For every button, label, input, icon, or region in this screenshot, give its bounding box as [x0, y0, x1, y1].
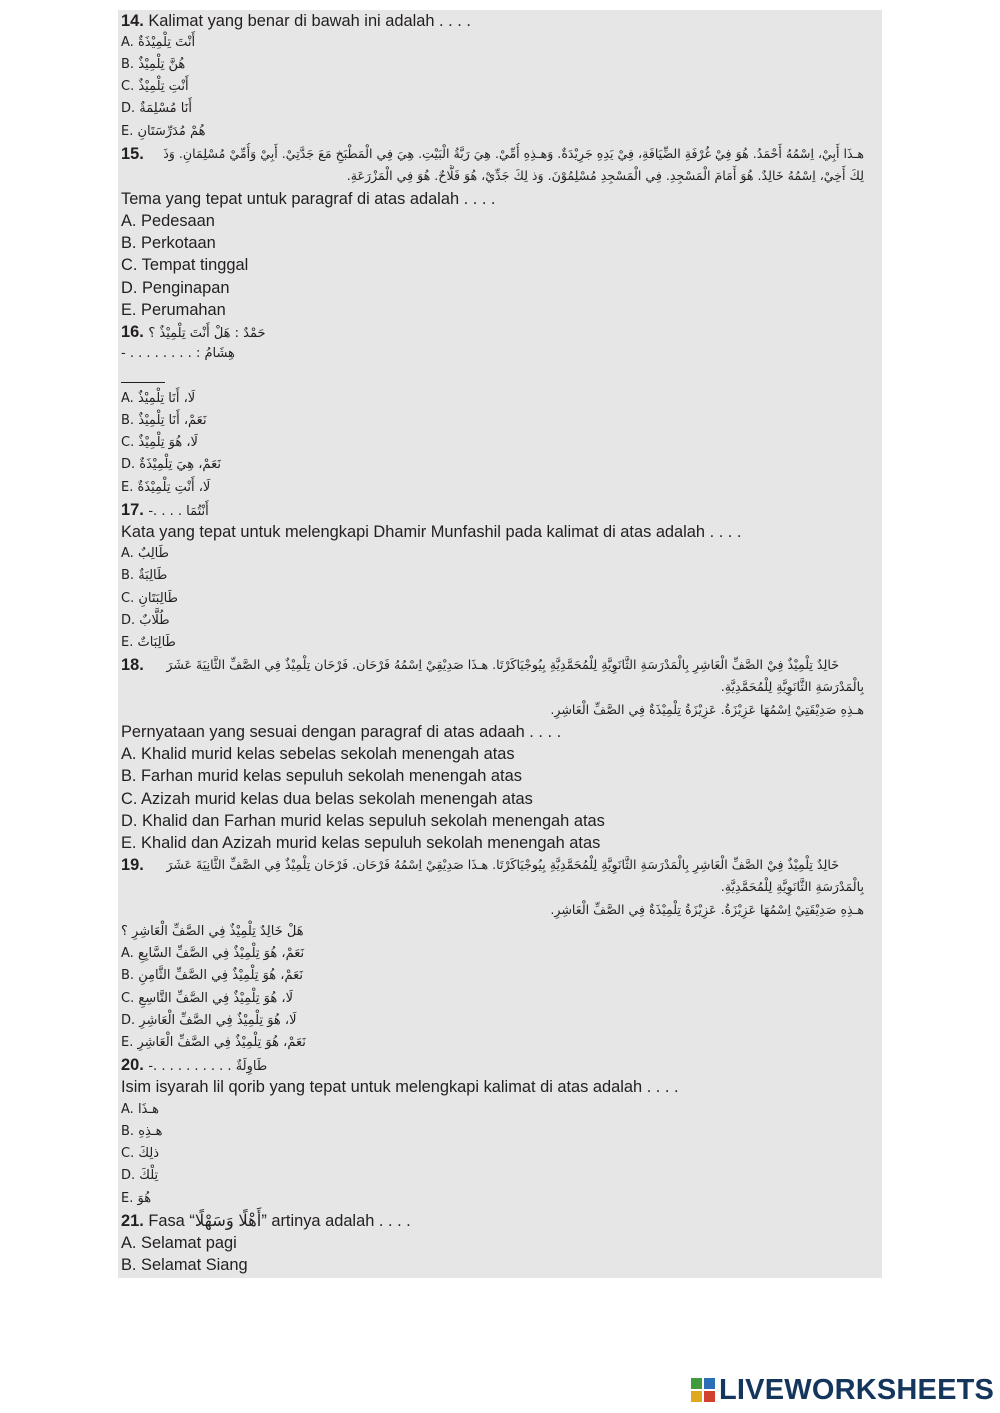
answer-blank-underline [121, 382, 165, 383]
option-d[interactable]: D. Khalid dan Farhan murid kelas sepuluh sekolah menengah atas [121, 812, 605, 830]
question-text: هَلْ خَالِدٌ تِلْمِيْذٌ فِي الصَّفِّ الْعَاشِرِ ؟ [121, 924, 304, 939]
option-e[interactable]: E. نَعَمْ، هُوَ تِلْمِيْذٌ فِي الصَّفِّ الْعَاشِرِ [121, 1035, 306, 1050]
question-19-passage-line-2: بِالْمَدْرَسَةِ الثَّانَوِيَّةِ لِلْمُحَمَّدِيَّةِ. [720, 879, 864, 894]
option-c[interactable]: C. Tempat tinggal [121, 256, 249, 274]
question-19-passage-line-1: خَالِدٌ تِلْمِيْذٌ فِيْ الصَّفِّ الْعَاشِرِ بِالْمَدْرَسَةِ الثَّانَوِيَّةِ لِلْمُحَمَّدِيَّةِ بِيُوجْيَاكَرْتَا. هـذَا صَدِيْقِيْ اِسْمُهُ فَرْحَان. فَرْحَان تِلْمِيْذٌ فِي الصَّفِّ الثَّانِيَةَ عَشَرَ [166, 857, 839, 872]
dialog-line-1: حَمْدٌ : هَلْ أَنْتَ تِلْمِيْذٌ ؟ [148, 326, 266, 341]
question-20 [121, 1054, 267, 1076]
question-stem: -. . . . أَنْتُمَا [148, 504, 209, 519]
option-a[interactable]: A. Selamat pagi [121, 1234, 237, 1252]
option-d[interactable]: D. نَعَمْ، هِيَ تِلْمِيْذَةٌ [121, 457, 221, 472]
option-d[interactable]: D. تِلْكَ [121, 1168, 159, 1183]
question-15-number [121, 143, 144, 165]
question-17 [121, 499, 209, 521]
option-b[interactable]: B. Selamat Siang [121, 1256, 248, 1274]
brand-name: LIVEWORKSHEETS [719, 1373, 995, 1406]
question-number: 18. [121, 656, 144, 674]
question-number: 15. [121, 145, 144, 163]
option-e[interactable]: E. هُوَ [121, 1191, 152, 1206]
option-e[interactable]: E. طَالِبَاتٌ [121, 635, 176, 650]
option-b[interactable]: B. نَعَمْ، هُوَ تِلْمِيْذٌ فِي الصَّفِّ الثَّامِنِ [121, 968, 304, 983]
question-19-passage-line-3: هـذِهِ صَدِيْقَتِيْ اِسْمُهَا عَزِيْزَةُ. عَزِيْزَةُ تِلْمِيْذَةٌ فِي الصَّفِّ الْعَاشِرِ. [550, 902, 864, 917]
question-19-number [121, 854, 144, 876]
option-b[interactable]: B. نَعَمْ، أَنَا تِلْمِيْذٌ [121, 413, 207, 428]
option-c[interactable]: C. Azizah murid kelas dua belas sekolah menengah atas [121, 790, 533, 808]
option-a[interactable]: A. هـذَا [121, 1102, 160, 1117]
option-b[interactable]: B. هـذِهِ [121, 1124, 163, 1139]
dialog-line-2: - . . . . . . . . : هِشَامُ [121, 346, 235, 361]
option-a[interactable]: A. Pedesaan [121, 212, 215, 230]
question-16 [121, 321, 266, 343]
option-c[interactable]: C. ذلِكَ [121, 1146, 160, 1161]
logo-square-green [691, 1378, 702, 1389]
option-b[interactable]: B. طَالِبَةٌ [121, 568, 168, 583]
logo-square-blue [704, 1378, 715, 1389]
option-e[interactable]: E. Khalid dan Azizah murid kelas sepuluh sekolah menengah atas [121, 834, 601, 852]
question-number: 21. [121, 1212, 144, 1230]
question-number: 14. [121, 12, 144, 30]
question-18-passage-line-2: بِالْمَدْرَسَةِ الثَّانَوِيَّةِ لِلْمُحَمَّدِيَّةِ. [720, 679, 864, 694]
option-d[interactable]: D. أَنَا مُسْلِمَةٌ [121, 101, 192, 116]
question-prompt: Isim isyarah lil qorib yang tepat untuk melengkapi kalimat di atas adalah . . . . [121, 1078, 679, 1096]
option-b[interactable]: B. Farhan murid kelas sepuluh sekolah menengah atas [121, 767, 522, 785]
option-a[interactable]: A. لَا، أَنَا تِلْمِيْذٌ [121, 391, 196, 406]
option-c[interactable]: C. لَا، هُوَ تِلْمِيْذٌ فِي الصَّفِّ التَّاسِعِ [121, 991, 293, 1006]
liveworksheets-logo[interactable] [691, 1373, 994, 1407]
liveworksheets-logo-icon [691, 1378, 715, 1402]
option-c[interactable]: C. لَا، هُوَ تِلْمِيْذٌ [121, 435, 198, 450]
option-b[interactable]: B. Perkotaan [121, 234, 216, 252]
question-15-passage-line-1: هـذَا أَبِيْ، اِسْمُهُ أَحْمَدُ. هُوَ فِيْ غُرْفَةِ الضِّيَافَةِ، فِيْ يَدِهِ جَرِيْدَةٌ. وَهـذِهِ أُمِّيْ. هِيَ رَبَّةُ الْبَيْتِ. هِيَ فِي الْمَطْبَخِ مَعَ جَدَّتِيْ. أَبِيْ وَأُمِّيْ مُسْلِمَانِ. وَذَ [163, 146, 864, 161]
option-a[interactable]: A. نَعَمْ، هُوَ تِلْمِيْذٌ فِي الصَّفِّ السَّابِعِ [121, 946, 305, 961]
worksheet-page [118, 10, 882, 1278]
logo-square-yellow [691, 1391, 702, 1402]
option-c[interactable]: C. طَالِبَتَانِ [121, 591, 178, 606]
question-18-number [121, 654, 144, 676]
question-15-passage-line-2: لِكَ أَخِيْ، اِسْمُهُ خَالِدٌ. هُوَ أَمَامَ الْمَسْجِدِ. فِي الْمَسْجِدِ مُسْلِمُوْنَ. وَذ لِكَ جَدِّيْ، هُوَ فَلَّاحٌ. هُوَ فِي الْمَزْرَعَةِ. [346, 168, 864, 183]
option-e[interactable]: E. لَا، أَنْتِ تِلْمِيْذَةٌ [121, 480, 211, 495]
option-e[interactable]: E. هُمْ مُدَرِّسَتَانِ [121, 124, 206, 139]
question-18-passage-line-1: خَالِدٌ تِلْمِيْذٌ فِيْ الصَّفِّ الْعَاشِرِ بِالْمَدْرَسَةِ الثَّانَوِيَّةِ لِلْمُحَمَّدِيَّةِ بِيُوجْيَاكَرْتَا. هـذَا صَدِيْقِيْ اِسْمُهُ فَرْحَان. فَرْحَان تِلْمِيْذٌ فِي الصَّفِّ الثَّانِيَةَ عَشَرَ [166, 657, 839, 672]
option-e[interactable]: E. Perumahan [121, 301, 226, 319]
question-prompt: Fasa “أَهْلًا وَسَهْلًا” artinya adalah . . . . [148, 1212, 411, 1230]
question-number: 16. [121, 323, 144, 341]
logo-square-red [704, 1391, 715, 1402]
question-number: 20. [121, 1056, 144, 1074]
question-prompt: Kalimat yang benar di bawah ini adalah . . . . [148, 12, 471, 30]
option-d[interactable]: D. Penginapan [121, 279, 230, 297]
question-number: 17. [121, 501, 144, 519]
option-d[interactable]: D. طُلَّابٌ [121, 613, 170, 628]
option-a[interactable]: A. Khalid murid kelas sebelas sekolah menengah atas [121, 745, 515, 763]
question-prompt: Pernyataan yang sesuai dengan paragraf di atas adaah . . . . [121, 723, 562, 741]
option-a[interactable]: A. أَنْتَ تِلْمِيْذَةٌ [121, 35, 196, 50]
question-18-passage-line-3: هـذِهِ صَدِيْقَتِيْ اِسْمُهَا عَزِيْزَةُ. عَزِيْزَةُ تِلْمِيْذَةٌ فِي الصَّفِّ الْعَاشِرِ. [550, 702, 864, 717]
question-prompt: Kata yang tepat untuk melengkapi Dhamir Munfashil pada kalimat di atas adalah . . . . [121, 523, 742, 541]
option-d[interactable]: D. لَا، هُوَ تِلْمِيْذٌ فِي الصَّفِّ الْعَاشِرِ [121, 1013, 297, 1028]
question-14 [121, 10, 471, 32]
option-c[interactable]: C. أَنْتِ تِلْمِيْذٌ [121, 79, 189, 94]
question-number: 19. [121, 856, 144, 874]
question-stem: -. . . . . . . . . . طَاوِلَةٌ [148, 1059, 268, 1074]
option-a[interactable]: A. طَالِبٌ [121, 546, 169, 561]
option-b[interactable]: B. هُنَّ تِلْمِيْذٌ [121, 57, 186, 72]
question-prompt: Tema yang tepat untuk paragraf di atas adalah . . . . [121, 190, 496, 208]
question-21 [121, 1210, 411, 1232]
